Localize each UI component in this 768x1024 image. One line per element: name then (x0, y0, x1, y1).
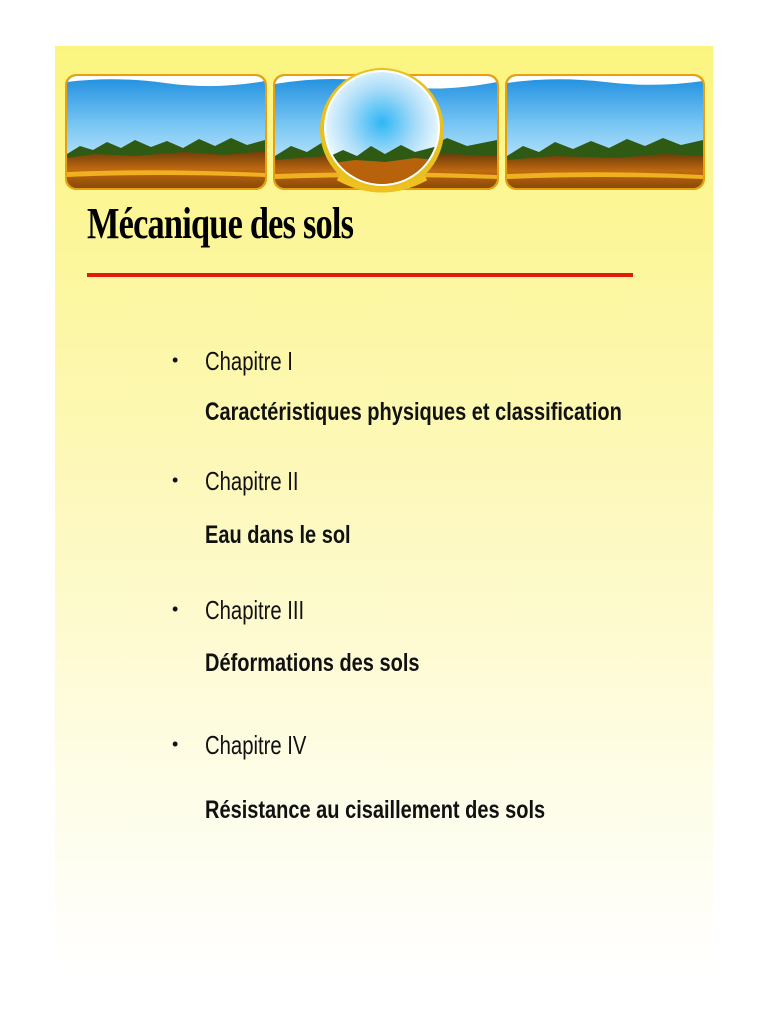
slide-title: Mécanique des sols (87, 199, 354, 248)
slide (55, 46, 713, 976)
chapter-title: Déformations des sols (205, 649, 420, 677)
chapter-label: Chapitre IV (205, 730, 307, 760)
chapter-label: Chapitre II (205, 466, 299, 496)
bullet: • (172, 350, 179, 370)
chapter-title: Caractéristiques physiques et classification (205, 398, 622, 426)
bullet: • (172, 734, 179, 754)
bullet: • (172, 470, 179, 490)
chapter-label: Chapitre I (205, 346, 293, 376)
chapter-label: Chapitre III (205, 595, 305, 625)
chapter-title: Eau dans le sol (205, 521, 351, 549)
chapter-list (55, 46, 713, 946)
bullet: • (172, 599, 179, 619)
chapter-title: Résistance au cisaillement des sols (205, 796, 546, 824)
